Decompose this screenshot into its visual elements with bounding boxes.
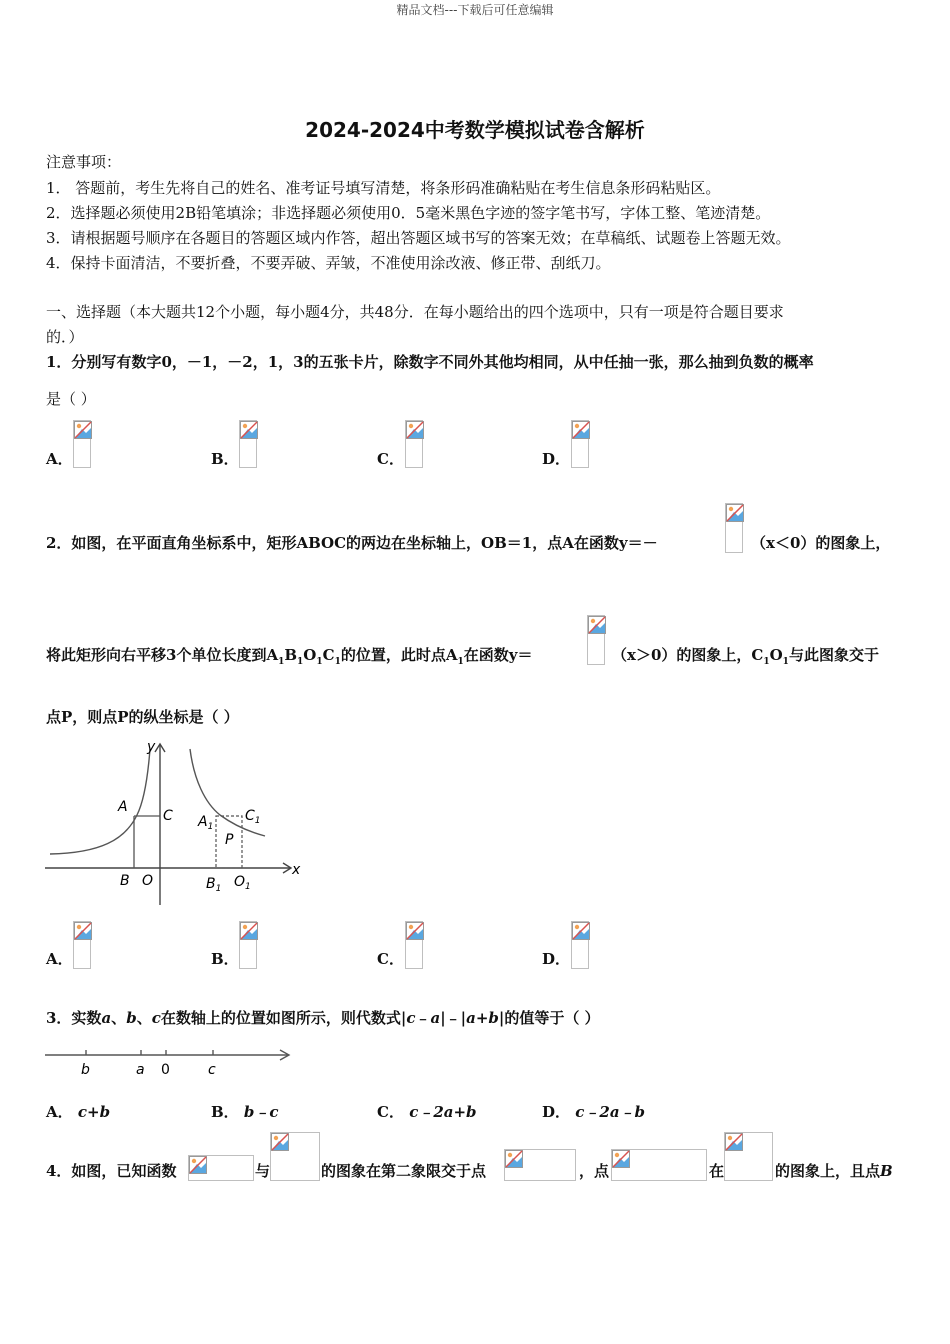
q1-option-c-label: C．: [377, 450, 404, 468]
label-a1-sub: 1: [207, 822, 214, 832]
page-title: 2024-2024中考数学模拟试卷含解析: [305, 118, 645, 142]
q2-sub-2: 1: [297, 657, 304, 667]
q3-option-c: [377, 1101, 477, 1122]
q3-minus: ﹣: [415, 1009, 431, 1027]
q4-function-image-1: [188, 1155, 254, 1181]
q2-text-a: 将此矩形向右平移3个单位长度到A: [46, 646, 279, 664]
q2-line1-tail: （x＜0）的图象上，: [751, 534, 891, 552]
q3-number-line: [40, 1042, 300, 1082]
label-y: y: [147, 739, 156, 755]
notice-item-4: 4．保持卡面清洁，不要折叠，不要弄破、弄皱，不准使用涂改液、修正带、刮纸刀。: [46, 254, 611, 272]
q4-function-image-2: [270, 1132, 320, 1181]
label-b1-sub: 1: [215, 884, 222, 894]
q3-text-d: |的值等于（ ）: [498, 1009, 600, 1027]
q1-option-c-image: [405, 420, 423, 468]
label-a: A: [118, 799, 128, 815]
q2-line1: [46, 532, 658, 553]
q3-option-a: [46, 1101, 110, 1122]
q2-text-b: B: [284, 646, 298, 664]
q3-option-d-value: c﹣2a﹣b: [575, 1103, 646, 1121]
q2-sub-3: 1: [316, 657, 323, 667]
q1-line1: 1．分别写有数字0，－1，－2，1，3的五张卡片，除数字不同外其他均相同，从中任抽一张，那么抽到负数的概率: [46, 353, 814, 371]
q2-sub-6: 1: [763, 657, 770, 667]
q4-point-image-2: [611, 1149, 707, 1181]
q4-function-image-3: [724, 1132, 773, 1181]
broken-image-icon: [189, 1156, 207, 1174]
label-a1-letter: A: [198, 814, 208, 830]
q3-var-a: a: [101, 1009, 112, 1027]
broken-image-icon: [505, 1150, 523, 1168]
q3-sep-1: 、: [111, 1009, 127, 1027]
label-o1: [234, 874, 251, 892]
q2-option-d-label: D．: [542, 950, 571, 968]
q1-option-b-image: [239, 420, 257, 468]
q4-point-image-1: [504, 1149, 576, 1181]
q2-option-a-image: [73, 921, 91, 969]
q3-option-a-label: A．: [46, 1103, 73, 1121]
number-line-label-a: a: [136, 1062, 145, 1078]
q3-option-a-value: c+b: [77, 1103, 111, 1121]
q2-option-a-label: A．: [46, 950, 73, 968]
q2-option-c-label: C．: [377, 950, 404, 968]
q2-option-b-image: [239, 921, 257, 969]
q1-option-a-image: [73, 420, 91, 468]
q3-text-c: |﹣|: [440, 1009, 467, 1027]
page-header: 精品文档---下载后可任意编辑: [396, 3, 554, 17]
q3-option-d: [542, 1101, 645, 1122]
label-c1-sub: 1: [254, 816, 261, 826]
q2-line3: 点P，则点P的纵坐标是（ ）: [46, 708, 239, 726]
label-o1-sub: 1: [245, 882, 251, 892]
q2-text-h: O: [769, 646, 783, 664]
label-p: P: [225, 832, 234, 848]
broken-image-icon: [74, 922, 92, 940]
q2-text-d: C: [322, 646, 335, 664]
label-o1-letter: O: [234, 874, 246, 890]
broken-image-icon: [612, 1150, 630, 1168]
q3-option-b-value: b﹣c: [243, 1103, 279, 1121]
q2-option-b-label: B．: [211, 950, 239, 968]
q1-option-a-label: A．: [46, 450, 73, 468]
q1-line2: 是（ ）: [46, 390, 96, 408]
notice-item-1: 1． 答题前，考生先将自己的姓名、准考证号填写清楚，将条形码准确粘贴在考生信息条形码粘贴区。: [46, 179, 721, 197]
q2-text-i: 与此图象交于: [788, 646, 879, 664]
q4-point-b: B: [880, 1162, 893, 1180]
label-b: B: [120, 873, 130, 889]
label-x: x: [292, 862, 301, 878]
q4-text-5: 在: [709, 1162, 725, 1180]
q4-text-2: 与: [255, 1162, 271, 1180]
notice-item-3: 3．请根据题号顺序在各题目的答题区域内作答，超出答题区域书写的答案无效；在草稿纸、试题卷上答题无效。: [46, 229, 791, 247]
notice-item-2: 2．选择题必须使用2B铅笔填涂；非选择题必须使用0．5毫米黑色字迹的签字笔书写，字体工整、笔迹清楚。: [46, 204, 771, 222]
q3-text-a: 3．实数: [46, 1009, 102, 1027]
q2-graph-figure: [40, 735, 310, 910]
q1-option-b-label: B．: [211, 450, 239, 468]
broken-image-icon: [406, 421, 424, 439]
label-b1-letter: B: [206, 876, 216, 892]
q4-text-6a: 的图象上，且点: [775, 1162, 881, 1180]
q2-text-c: O: [303, 646, 317, 664]
q2-text-e: 的位置，此时点A: [340, 646, 458, 664]
q3-option-c-label: C．: [377, 1103, 404, 1121]
broken-image-icon: [240, 421, 258, 439]
section-heading-line1: 一、选择题（本大题共12个小题，每小题4分，共48分．在每小题给出的四个选项中，只有一项是符合题目要求: [46, 303, 784, 321]
label-b1: [206, 876, 221, 894]
q3-expr-a: a: [430, 1009, 441, 1027]
q3-line: [46, 1007, 600, 1028]
section-heading-line2: 的．）: [46, 328, 84, 346]
broken-image-icon: [572, 421, 590, 439]
label-c1: [245, 808, 261, 826]
q3-expr-c: c: [406, 1009, 416, 1027]
q2-option-d-image: [571, 921, 589, 969]
left-hyperbola-curve: [50, 749, 150, 854]
broken-image-icon: [271, 1133, 289, 1151]
broken-image-icon: [726, 504, 744, 522]
q1-option-d-image: [571, 420, 589, 468]
q3-option-c-value: c﹣2a+b: [409, 1103, 477, 1121]
label-c: C: [163, 808, 173, 824]
number-line-label-b: b: [81, 1062, 90, 1078]
q2-sub-5: 1: [457, 657, 464, 667]
q2-function-image-1: [725, 503, 743, 553]
broken-image-icon: [406, 922, 424, 940]
q2-line2b: [612, 644, 879, 667]
broken-image-icon: [572, 922, 590, 940]
q3-expr-ab: a+b: [466, 1009, 499, 1027]
q4-text-3: 的图象在第二象限交于点: [321, 1162, 487, 1180]
q3-sep-2: 、: [136, 1009, 152, 1027]
q3-option-d-label: D．: [542, 1103, 571, 1121]
broken-image-icon: [588, 616, 606, 634]
q3-text-b: 在数轴上的位置如图所示，则代数式|: [160, 1009, 407, 1027]
q2-sub-4: 1: [334, 657, 341, 667]
q3-var-b: b: [126, 1009, 137, 1027]
q2-text-f: 在函数y＝: [463, 646, 533, 664]
q1-option-d-label: D．: [542, 450, 571, 468]
q2-line2a: [46, 644, 532, 667]
broken-image-icon: [74, 421, 92, 439]
q2-text-g: （x＞0）的图象上，C: [612, 646, 764, 664]
q3-option-b-label: B．: [211, 1103, 239, 1121]
q4-text-1: 4．如图，已知函数: [46, 1162, 177, 1180]
number-line-label-c: c: [208, 1062, 216, 1078]
label-o: O: [142, 873, 154, 889]
q4-text-6: [775, 1160, 893, 1181]
broken-image-icon: [725, 1133, 743, 1151]
notice-heading: 注意事项：: [46, 153, 122, 171]
label-a1: [197, 814, 213, 832]
q3-var-c: c: [151, 1009, 161, 1027]
number-line-label-zero: 0: [161, 1062, 170, 1078]
q3-option-b: [211, 1101, 279, 1122]
q2-option-c-image: [405, 921, 423, 969]
q2-sub-1: 1: [278, 657, 285, 667]
broken-image-icon: [240, 922, 258, 940]
q4-text-4: ，点: [579, 1162, 610, 1180]
q2-function-image-2: [587, 615, 605, 665]
q2-line1-text: 2．如图，在平面直角坐标系中，矩形ABOC的两边在坐标轴上，OB＝1，点A在函数y＝－: [46, 534, 658, 552]
q2-sub-7: 1: [782, 657, 789, 667]
label-c1-letter: C: [245, 808, 255, 824]
